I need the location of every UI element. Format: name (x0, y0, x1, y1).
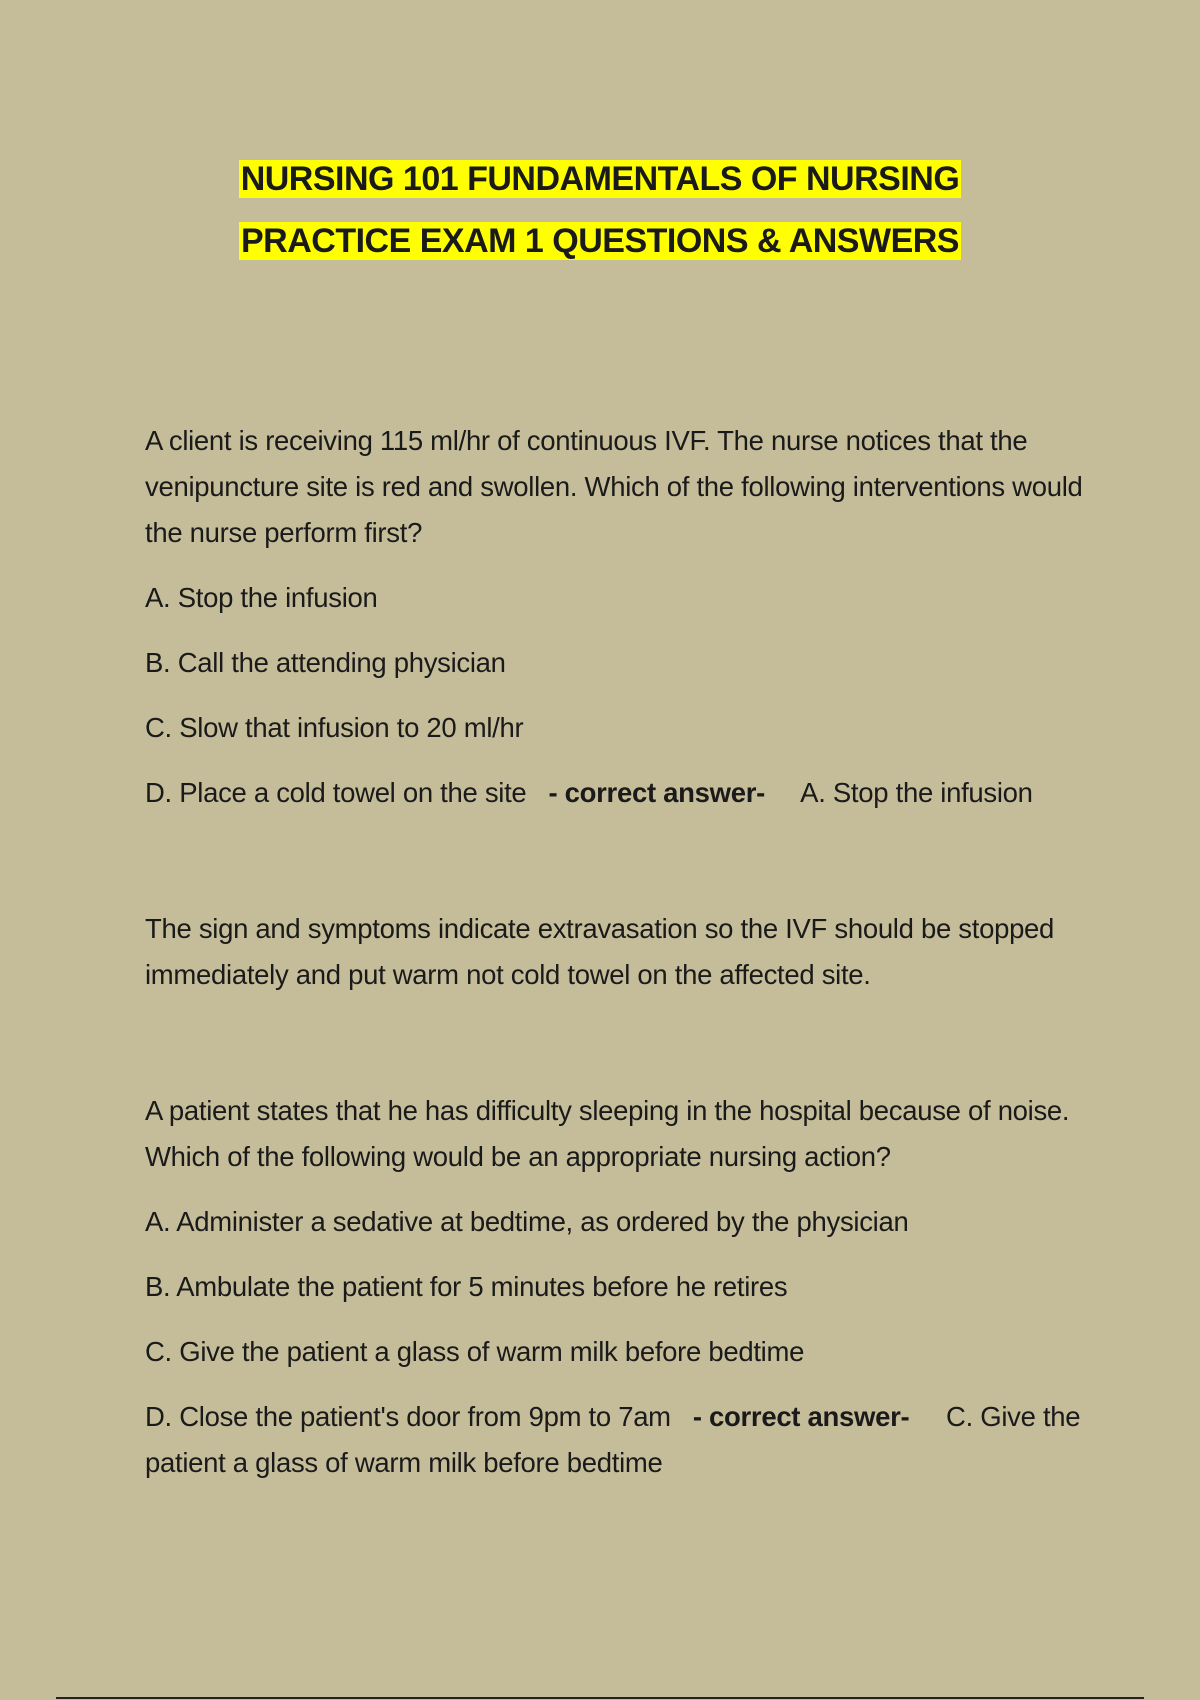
correct-answer-text: A. Stop the infusion (800, 777, 1033, 808)
correct-answer-text: C. Give the patient a glass of warm milk before bedtime (145, 1401, 1081, 1478)
option-b: B. Ambulate the patient for 5 minutes before he retires (145, 1271, 788, 1302)
question-stem: A client is receiving 115 ml/hr of continuous IVF. The nurse notices that the venipuncture site is red and swollen. Which of the following interventions would the nurse perform first? (145, 425, 1083, 548)
footer-divider (56, 1697, 1144, 1699)
title-line-2: PRACTICE EXAM 1 QUESTIONS & ANSWERS (241, 222, 959, 260)
document-body (145, 418, 1095, 1486)
question-stem: A patient states that he has difficulty sleeping in the hospital because of noise. Which of the following would be an appropriate nursing action? (145, 1095, 1070, 1172)
title-line-1: NURSING 101 FUNDAMENTALS OF NURSING (240, 160, 960, 198)
option-a: A. Administer a sedative at bedtime, as ordered by the physician (145, 1206, 909, 1237)
option-a: A. Stop the infusion (145, 582, 378, 613)
correct-answer-label: - correct answer- (548, 777, 765, 808)
correct-answer-label: - correct answer- (692, 1401, 910, 1432)
option-d-with-answer (145, 770, 1095, 816)
option-b: B. Call the attending physician (145, 647, 506, 678)
rationale-text: The sign and symptoms indicate extravasation so the IVF should be stopped immediately and put warm not cold towel on the affected site. (145, 913, 1055, 990)
option-c: C. Give the patient a glass of warm milk before bedtime (145, 1336, 805, 1367)
option-d: D. Close the patient's door from 9pm to 7am (145, 1401, 671, 1432)
document-title (0, 148, 1200, 272)
option-c: C. Slow that infusion to 20 ml/hr (145, 712, 524, 743)
option-d: D. Place a cold towel on the site (145, 777, 527, 808)
option-d-with-answer (145, 1394, 1095, 1486)
question-block (145, 418, 1095, 816)
question-block (145, 1088, 1095, 1486)
